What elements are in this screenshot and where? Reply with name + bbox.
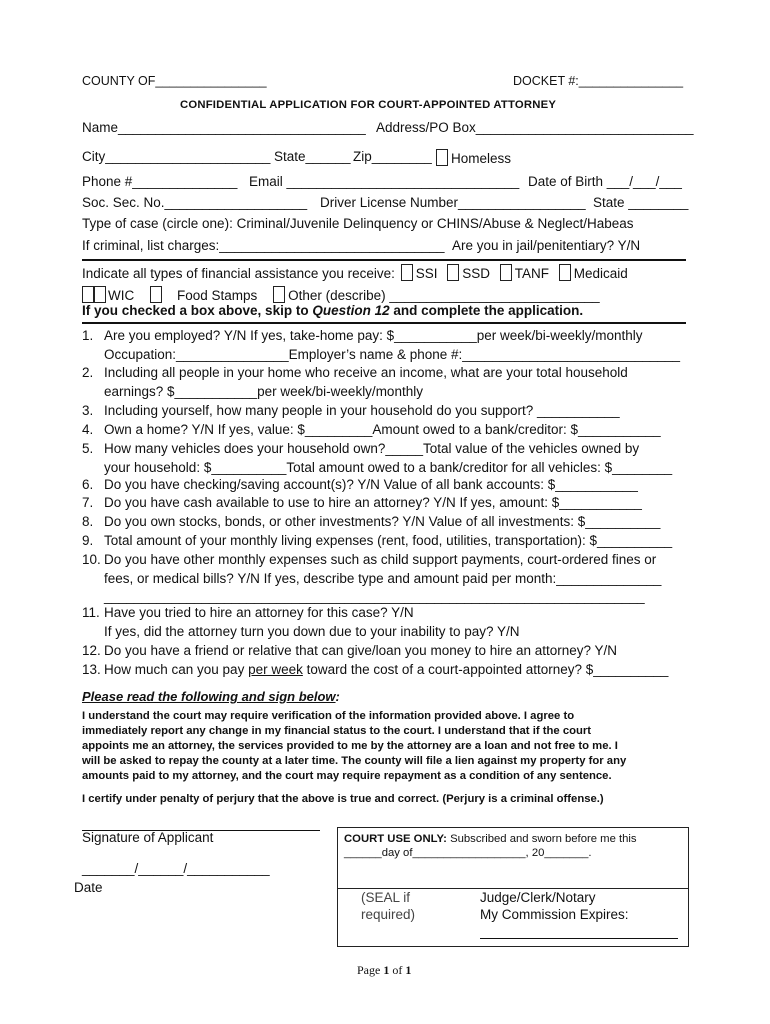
dob-field[interactable]: Date of Birth ___/___/___: [528, 174, 682, 189]
court-use-line-1: [344, 833, 637, 845]
acknowledgement-line: will be asked to repay the county at a later time. The county will file a lien against my property for any: [82, 755, 627, 767]
question-text: Do you have other monthly expenses such as child support payments, court-ordered fines or: [104, 552, 657, 567]
docket-field[interactable]: DOCKET #:_______________: [513, 74, 684, 88]
question-number: 6.: [82, 477, 94, 492]
date-label: Date: [74, 880, 103, 895]
question-text: Have you tried to hire an attorney for this case? Y/N: [104, 605, 414, 620]
seal-label-1: (SEAL if: [361, 890, 411, 905]
address-field[interactable]: Address/PO Box_____________________________: [376, 120, 694, 135]
phone-field[interactable]: Phone #______________: [82, 174, 238, 189]
assistance-prompt: Indicate all types of financial assistance you receive:: [82, 266, 395, 281]
question-2-line[interactable]: [82, 365, 628, 380]
question-4-line[interactable]: [82, 422, 661, 437]
question-number: 4.: [82, 422, 94, 437]
question-11-line[interactable]: [82, 624, 520, 639]
question-text: Including all people in your home who receive an income, what are your total household: [104, 365, 628, 380]
question-text: Own a home? Y/N If yes, value: $_________Amount owed to a bank/creditor: $___________: [104, 422, 661, 437]
charges-field[interactable]: If criminal, list charges:______________________________: [82, 238, 445, 253]
question-text: Do you have cash available to use to hire an attorney? Y/N If yes, amount: $___________: [104, 495, 642, 510]
seal-label-2: required): [361, 907, 416, 922]
question-text: Total amount of your monthly living expenses (rent, food, utilities, transportation): $__________: [104, 533, 673, 548]
court-use-text: Subscribed and sworn before me this: [446, 833, 637, 845]
question-number: 2.: [82, 365, 94, 380]
question-5-line[interactable]: [82, 441, 639, 456]
question-10-line[interactable]: [82, 571, 661, 586]
page-of: of: [389, 963, 406, 977]
ssn-field[interactable]: Soc. Sec. No.___________________: [82, 195, 308, 210]
assistance-row: [82, 264, 628, 281]
question-9-line[interactable]: [82, 533, 672, 548]
jail-field[interactable]: Are you in jail/penitentiary? Y/N: [452, 238, 641, 253]
assistance-row-2: [82, 286, 600, 303]
question-text: earnings? $___________per week/bi-weekly/monthly: [104, 383, 423, 399]
question-number: 1.: [82, 328, 94, 343]
food-stamps-checkbox[interactable]: [150, 286, 162, 303]
county-field[interactable]: COUNTY OF________________: [82, 74, 267, 88]
court-use-label: COURT USE ONLY:: [344, 833, 447, 845]
question-1-line[interactable]: [82, 328, 643, 343]
skip-instruction: [82, 303, 583, 318]
date-field[interactable]: _______/______/___________: [82, 861, 270, 876]
acknowledgement-line: appoints me an attorney, the services provided to me by the attorney are a loan and not free to me. I: [82, 740, 618, 752]
question-5-line[interactable]: [82, 460, 672, 475]
question-number: 10.: [82, 552, 101, 567]
sign-heading: [82, 689, 340, 704]
signature-label: Signature of Applicant: [82, 830, 214, 845]
question-number: 11.: [82, 605, 100, 620]
court-sworn-date-field[interactable]: ______day of__________________, 20_______.: [344, 847, 592, 859]
ssi-label: SSI: [415, 266, 438, 281]
question-1-line[interactable]: [82, 347, 680, 362]
skip-question-ref: Question 12: [312, 303, 390, 318]
q13-text-a: How much can you pay: [104, 662, 249, 677]
question-text: your household: $__________Total amount owed to a bank/creditor for all vehicles: $________: [104, 459, 673, 475]
zip-field[interactable]: Zip________: [353, 149, 432, 164]
question-number: 13.: [82, 662, 101, 677]
sign-heading-text: Please read the following and sign below: [82, 689, 336, 704]
dl-state-field[interactable]: State ________: [593, 195, 689, 210]
commission-line[interactable]: [480, 938, 678, 939]
question-text: If yes, did the attorney turn you down due to your inability to pay? Y/N: [104, 623, 520, 639]
tanf-checkbox[interactable]: [500, 264, 512, 281]
homeless-option[interactable]: [434, 149, 511, 166]
question-text: Do you have a friend or relative that can give/loan you money to hire an attorney? Y/N: [104, 643, 618, 658]
page-total: 1: [405, 963, 412, 977]
question-6-line[interactable]: [82, 477, 638, 492]
question-7-line[interactable]: [82, 495, 642, 510]
question-number: 7.: [82, 495, 94, 510]
page-number: [357, 963, 411, 978]
commission-label: My Commission Expires:: [480, 907, 629, 922]
question-13[interactable]: [82, 662, 668, 677]
homeless-label: Homeless: [451, 151, 512, 166]
wic-checkbox-b[interactable]: [94, 286, 106, 303]
question-text: Occupation:_______________Employer’s name & phone #:_____________________________: [104, 346, 680, 362]
skip-text-a: If you checked a box above, skip to: [82, 303, 313, 318]
tanf-label: TANF: [514, 266, 549, 281]
question-text: How many vehicles does your household own?_____Total value of the vehicles owned by: [104, 441, 640, 456]
question-8-line[interactable]: [82, 514, 660, 529]
wic-label: WIC: [108, 288, 135, 303]
court-box-divider: [338, 888, 688, 889]
question-number: 5.: [82, 441, 94, 456]
other-checkbox[interactable]: [273, 286, 285, 303]
state-field[interactable]: State______: [274, 149, 351, 164]
question-text: ________________________________________________________________________: [104, 589, 645, 604]
sign-heading-colon: :: [335, 689, 340, 704]
page-current: 1: [383, 963, 390, 977]
question-number: 12.: [82, 643, 101, 658]
question-text: Do you have checking/saving account(s)? Y/N Value of all bank accounts: $___________: [104, 477, 638, 492]
question-11-line[interactable]: [82, 605, 414, 620]
court-use-box: [337, 827, 689, 947]
form-title: CONFIDENTIAL APPLICATION FOR COURT-APPOINTED ATTORNEY: [180, 99, 557, 111]
question-text: Are you employed? Y/N If yes, take-home pay: $___________per week/bi-weekly/monthly: [104, 328, 643, 343]
question-text: fees, or medical bills? Y/N If yes, describe type and amount paid per month:______________: [104, 570, 662, 586]
q13-per-week: per week: [248, 662, 303, 677]
question-text: Including yourself, how many people in your household do you support? ___________: [104, 403, 620, 418]
wic-checkbox-a[interactable]: [82, 286, 94, 303]
page-label: Page: [357, 963, 384, 977]
question-2-line[interactable]: [82, 384, 423, 399]
ssd-checkbox[interactable]: [447, 264, 459, 281]
email-field[interactable]: Email _______________________________: [249, 174, 520, 189]
question-12-line[interactable]: [82, 643, 617, 658]
question-number: 3.: [82, 403, 94, 418]
ssd-label: SSD: [462, 266, 490, 281]
question-number: 9.: [82, 533, 94, 548]
medicaid-checkbox[interactable]: [559, 264, 571, 281]
question-10-line[interactable]: [82, 552, 656, 567]
question-number: 8.: [82, 514, 94, 529]
other-field[interactable]: Other (describe) ____________________________: [288, 288, 600, 303]
case-type-field[interactable]: Type of case (circle one): Criminal/Juvenile Delinquency or CHINS/Abuse & Neglect/Habeas: [82, 216, 634, 231]
judge-label: Judge/Clerk/Notary: [480, 890, 596, 905]
ssi-checkbox[interactable]: [401, 264, 413, 281]
skip-text-c: and complete the application.: [389, 303, 584, 318]
question-10-line[interactable]: [82, 589, 645, 604]
name-field[interactable]: Name_________________________________: [82, 120, 366, 135]
question-text: Do you own stocks, bonds, or other investments? Y/N Value of all investments: $__________: [104, 514, 661, 529]
driver-license-field[interactable]: Driver License Number_________________: [320, 195, 586, 210]
medicaid-label: Medicaid: [573, 266, 628, 281]
perjury-certification: I certify under penalty of perjury that the above is true and correct. (Perjury is a criminal offense.): [82, 793, 604, 805]
divider-top: [82, 259, 686, 261]
homeless-checkbox[interactable]: [436, 149, 448, 166]
city-field[interactable]: City______________________: [82, 149, 271, 164]
q13-text-c: toward the cost of a court-appointed attorney? $__________: [302, 662, 669, 677]
divider-bottom: [82, 322, 686, 324]
acknowledgement-line: amounts paid to my attorney, and the court may require repayment as a condition of any sentence.: [82, 770, 612, 782]
acknowledgement-line: I understand the court may require verification of the information provided above. I agree to: [82, 710, 575, 722]
food-stamps-label: Food Stamps: [177, 288, 258, 303]
acknowledgement-line: immediately report any change in my financial status to the court. I understand that if the court: [82, 725, 592, 737]
question-3-line[interactable]: [82, 403, 620, 418]
